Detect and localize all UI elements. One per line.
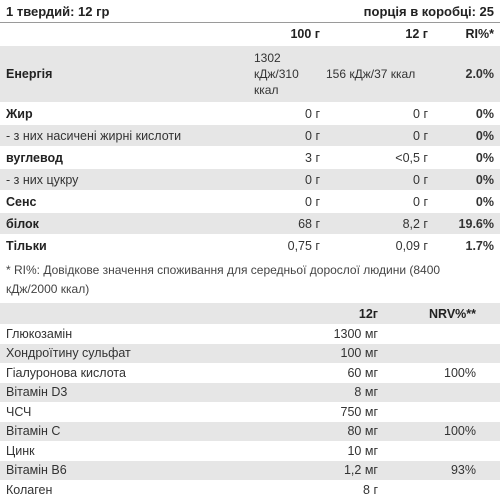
- nutrition-row-fibre: [0, 191, 500, 213]
- nutrition-row-carbohydrate: [0, 147, 500, 169]
- supplement-table: [0, 303, 500, 500]
- nutrition-table: [0, 23, 500, 257]
- supplement-row-glucosamine: [0, 324, 500, 344]
- ingredient-nrv: [384, 383, 500, 403]
- nutrient-value-12g: 0 г: [326, 103, 434, 125]
- ri-footnote: * RI%: Довідкове значення споживання для середньої дорослої людини (8400 кДж/2000 ккал): [6, 263, 441, 296]
- supplement-row-msm: [0, 402, 500, 422]
- nutrient-ri: 2.0%: [434, 46, 500, 103]
- nutrition-row-salt: [0, 235, 500, 257]
- ingredient-name: Хондроїтину сульфат: [0, 344, 272, 364]
- nutrient-value-12g: 0 г: [326, 125, 434, 147]
- nutrition-col-ri: RI%*: [434, 23, 500, 46]
- nutrient-value-100g: 0,75 г: [252, 235, 326, 257]
- nutrient-value-100g: 0 г: [252, 169, 326, 191]
- nutrient-ri: 1.7%: [434, 235, 500, 257]
- nutrition-row-energy: [0, 46, 500, 103]
- nutrient-ri: 0%: [434, 147, 500, 169]
- ingredient-name: Гіалуронова кислота: [0, 363, 272, 383]
- supplement-row-chondroitin: [0, 344, 500, 364]
- nutrient-name: Енергія: [0, 46, 252, 103]
- nutrition-header-row: [0, 23, 500, 46]
- nutrient-name: Сенс: [0, 191, 252, 213]
- nutrition-row-fat: [0, 103, 500, 125]
- ingredient-nrv: 100%: [384, 363, 500, 383]
- nutrient-name: вуглевод: [0, 147, 252, 169]
- nutrient-value-100g: 0 г: [252, 191, 326, 213]
- nutrient-value-100g: 3 г: [252, 147, 326, 169]
- ingredient-amount: 80 мг: [272, 422, 384, 442]
- supplement-col-nrv: NRV%**: [384, 303, 500, 324]
- serving-size: 1 твердий: 12 гр: [6, 3, 110, 19]
- ingredient-name: Цинк: [0, 441, 272, 461]
- ingredient-name: Колаген: [0, 480, 272, 500]
- nutrient-ri: 19.6%: [434, 213, 500, 235]
- ingredient-nrv: [384, 441, 500, 461]
- supplement-row-collagen: [0, 480, 500, 500]
- ingredient-amount: 10 мг: [272, 441, 384, 461]
- ingredient-amount: 100 мг: [272, 344, 384, 364]
- supplement-row-vitamin-d3: [0, 383, 500, 403]
- ingredient-name: ЧСЧ: [0, 402, 272, 422]
- supplement-row-vitamin-c: [0, 422, 500, 442]
- nutrient-value-12g: 8,2 г: [326, 213, 434, 235]
- nutrient-name: Жир: [0, 103, 252, 125]
- ingredient-amount: 1,2 мг: [272, 461, 384, 481]
- nutrient-value-12g: <0,5 г: [326, 147, 434, 169]
- nutrient-value-12g: 156 кДж/37 ккал: [326, 46, 434, 103]
- ingredient-name: Вітамін С: [0, 422, 272, 442]
- nutrient-value-12g: 0,09 г: [326, 235, 434, 257]
- nutrient-value-100g: 1302 кДж/310 ккал: [252, 46, 326, 103]
- nutrition-col-100g: 100 г: [252, 23, 326, 46]
- ingredient-nrv: [384, 402, 500, 422]
- supplement-header-row: [0, 303, 500, 324]
- ingredient-nrv: [384, 324, 500, 344]
- supplement-row-hyaluronic-acid: [0, 363, 500, 383]
- supplement-col-name: [0, 303, 272, 324]
- ingredient-name: Вітамін B6: [0, 461, 272, 481]
- nutrient-value-100g: 0 г: [252, 103, 326, 125]
- nutrient-ri: 0%: [434, 191, 500, 213]
- nutrient-ri: 0%: [434, 169, 500, 191]
- ingredient-name: Вітамін D3: [0, 383, 272, 403]
- ingredient-amount: 8 мг: [272, 383, 384, 403]
- nutrition-row-protein: [0, 213, 500, 235]
- ingredient-name: Глюкозамін: [0, 324, 272, 344]
- ingredient-nrv: 100%: [384, 422, 500, 442]
- nutrition-col-12g: 12 г: [326, 23, 434, 46]
- serving-header: [0, 0, 500, 23]
- nutrient-value-100g: 68 г: [252, 213, 326, 235]
- nutrient-value-12g: 0 г: [326, 191, 434, 213]
- ingredient-amount: 750 мг: [272, 402, 384, 422]
- nutrient-name: - з них насичені жирні кислоти: [0, 125, 252, 147]
- ingredient-amount: 60 мг: [272, 363, 384, 383]
- nutrient-ri: 0%: [434, 103, 500, 125]
- ingredient-amount: 1300 мг: [272, 324, 384, 344]
- nutrient-name: Тільки: [0, 235, 252, 257]
- nutrient-value-12g: 0 г: [326, 169, 434, 191]
- supplement-row-vitamin-b6: [0, 461, 500, 481]
- nutrient-ri: 0%: [434, 125, 500, 147]
- supplement-col-amount: 12г: [272, 303, 384, 324]
- ingredient-amount: 8 г: [272, 480, 384, 500]
- nutrition-row-sugars: [0, 169, 500, 191]
- nutrition-row-saturated-fat: [0, 125, 500, 147]
- ingredient-nrv: 93%: [384, 461, 500, 481]
- nutrient-name: білок: [0, 213, 252, 235]
- supplement-row-zinc: [0, 441, 500, 461]
- ingredient-nrv: [384, 480, 500, 500]
- ingredient-nrv: [384, 344, 500, 364]
- servings-per-box: порція в коробці: 25: [363, 3, 494, 19]
- nutrient-value-100g: 0 г: [252, 125, 326, 147]
- nutrient-name: - з них цукру: [0, 169, 252, 191]
- nutrition-col-name: [0, 23, 252, 46]
